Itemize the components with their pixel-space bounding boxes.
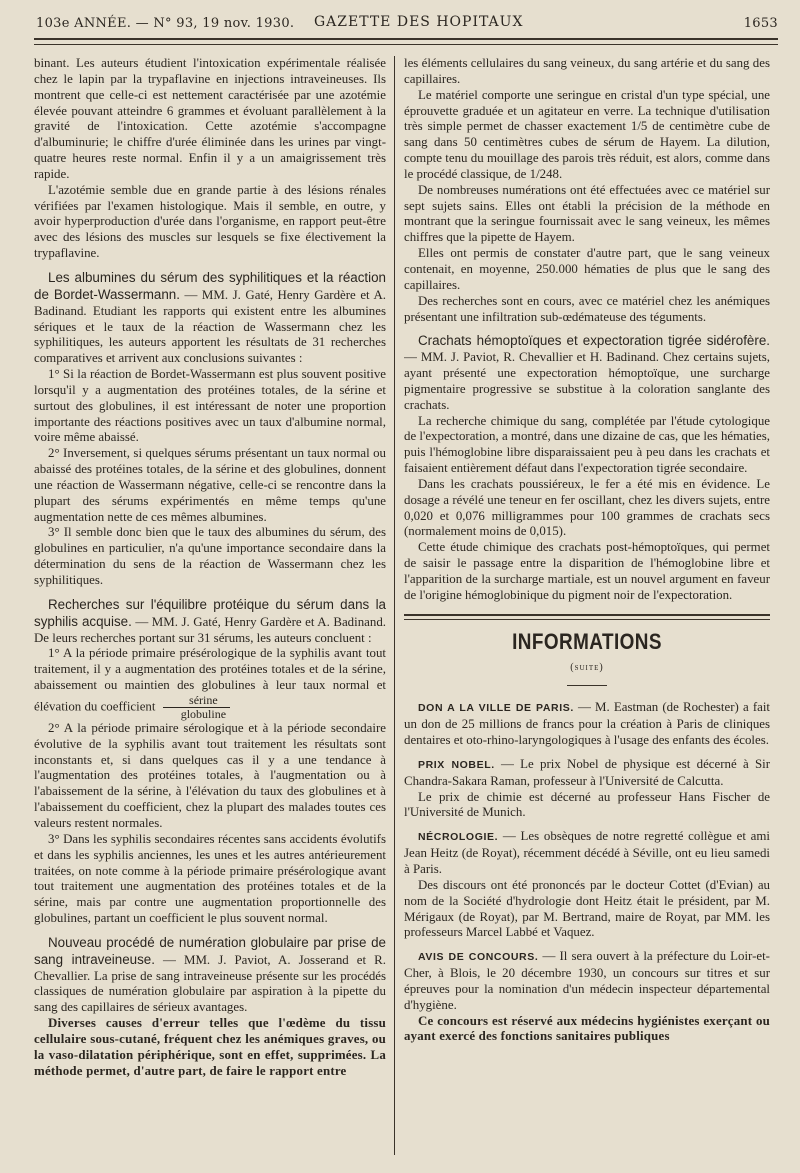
paragraph: Dans les crachats poussiéreux, le fer a été mis en évidence. Le dosage a révélé une teneur en fer oscillant, chez les divers sujets, entre 0,020 et 0,076 milligrammes pour 100 grammes de crachats secs (normalement moins de 0,015). bbox=[404, 476, 770, 539]
paragraph: binant. Les auteurs étudient l'intoxication expérimentale réalisée chez le lapin par la trypaflavine en injections intraveineuses. Ils montrent que celle-ci est nettement caractérisée par une azotémie élevée pouvant atteindre 6 grammes et évoluant parallèlement à la gravité de l'intoxication. Cette azotémie s'accompagne d'albuminurie; le chiffre d'urée éliminée dans les urines par vingt-quatre heures reste normal. Enfin il y a un amaigrissement très rapide. bbox=[34, 56, 386, 181]
article-body: La prise de sang intraveineuse présente sur les procédés classiques de numération globulaire par aspiration à la pipette du sang des capillaires de sérieux avantages. bbox=[34, 968, 386, 1015]
item-body: — Le prix Nobel de physique est décerné à Sir Chandra-Sakara Raman, professeur à l'Université de Calcutta. bbox=[404, 756, 770, 788]
column-divider bbox=[394, 56, 395, 1155]
left-column bbox=[34, 56, 386, 1155]
news-item-necrologie bbox=[404, 829, 770, 878]
item-body: — Les obsèques de notre regretté collègue et ami Jean Heitz (de Royat), récemment décédé à Séville, ont eu lieu samedi à Paris. bbox=[404, 829, 770, 876]
header-rule bbox=[34, 38, 778, 45]
journal-title: GAZETTE DES HOPITAUX bbox=[314, 14, 524, 30]
article-title: Recherches sur l'équilibre protéique du sérum dans la syphilis acquise. bbox=[34, 596, 386, 629]
right-column bbox=[404, 56, 770, 1155]
article-authors: — MM. J. Gaté, Henry Gardère et A. Badinand. bbox=[135, 614, 386, 629]
item-lead: DON A LA VILLE DE PARIS. bbox=[418, 702, 574, 715]
paragraph: L'azotémie semble due en grande partie à des lésions rénales vérifiées par l'examen histologique. Mais il semble, en outre, y avoir hyperproduction d'urée dans l'organisme, en rapport peut-être avec des lésions des muscles sur lesquels se fixe électivement la trypaflavine. bbox=[34, 182, 386, 261]
conclusion-2: 2° Inversement, si quelques sérums présentant un taux normal ou abaissé des protéines totales, de la sérine et des globulines, donnent une réaction de Wassermann négative, celle-ci se rencontre dans la plupart des sérums expérimentés en même temps qu'une augmentation nette de ces mêmes albumines. bbox=[34, 446, 386, 524]
paragraph: Diverses causes d'erreur telles que l'œdème du tissu cellulaire sous-cutané, fréquent chez les anémiques graves, ou la vaso-dilatation périphérique, sont en effet, supprimées. La méthode permet, d'autre part, de faire le rapport entre bbox=[34, 1016, 386, 1078]
fraction-numerator: sérine bbox=[163, 694, 230, 708]
conclusion-3: 3° Il semble donc bien que le taux des albumines du sérum, des globulines en particulier, n'a qu'une importance secondaire dans la détermination du sens de la réaction de Wassermann chez les syphilitiques. bbox=[34, 525, 386, 587]
paragraph: les éléments cellulaires du sang veineux, du sang artérie et du sang des capillaires. bbox=[404, 56, 770, 86]
article-authors: — MM. J. Gaté, Henry Gardère et A. Badinand. bbox=[34, 287, 386, 318]
article-body: Chez certains sujets, ayant présenté une expectoration hémoptoïque, une surcharge pigmentaire progressive se substitue à la coloration sanglante des crachats. bbox=[404, 350, 770, 412]
section-rule bbox=[404, 614, 770, 620]
article-bordet-wassermann bbox=[34, 270, 386, 367]
article-body: Etudiant les rapports qui existent entre les albumines sériques et le taux de la réaction de Wassermann chez les syphilitiques, les auteurs apportent les résultats de 31 recherches comparatives et arrivent aux conclusions suivantes : bbox=[34, 303, 386, 366]
news-item-concours bbox=[404, 949, 770, 1013]
paragraph: La recherche chimique du sang, complétée par l'étude cytologique de l'expectoration, a montré, dans une dizaine de cas, que les hématies, puis l'hémoglobine libre disparaissaient peu à peu dans les crachats et faisaient entièrement défaut dans l'expectoration tigrée secondaire. bbox=[404, 413, 770, 476]
conclusion-1: 1° Si la réaction de Bordet-Wassermann est plus souvent positive lorsqu'il y a augmentation des protéines totales, de la sérine et surtout des globulines, il est intéressant de noter une proportion importante des réactions positives avec un taux d'albumine normal, voire même abaissé. bbox=[34, 367, 386, 445]
issue-info: 103e ANNÉE. — N° 93, 19 nov. 1930. bbox=[36, 16, 295, 31]
running-head bbox=[36, 14, 778, 36]
item-lead: AVIS DE CONCOURS. bbox=[418, 951, 539, 964]
news-item-don bbox=[404, 700, 770, 749]
news-item-nobel bbox=[404, 757, 770, 790]
paragraph: Cette étude chimique des crachats post-hémoptoïques, qui permet de saisir le passage entre la disparition de l'hémoglobine libre et l'apparition de la surcharge martiale, est un nouvel argument en faveur de l'origine hémoglobinique du pigment noir de l'expectoration. bbox=[404, 540, 770, 602]
section-subheading: (suite) bbox=[570, 661, 604, 673]
article-body: De leurs recherches portant sur 31 sérums, les auteurs concluent : bbox=[34, 630, 372, 645]
paragraph: Ce concours est réservé aux médecins hygiénistes exerçant ou ayant exercé des fonctions sanitaires publiques bbox=[404, 1013, 770, 1044]
coefficient-fraction bbox=[163, 694, 230, 721]
item-body: — M. Eastman (de Rochester) a fait un don de 25 millions de francs pour la création à Paris de cliniques dentaires et oto-rhino-laryngologiques à l'usage des enfants des écoles. bbox=[404, 700, 770, 748]
item-lead: NÉCROLOGIE. bbox=[418, 831, 499, 844]
paragraph: De nombreuses numérations ont été effectuées avec ce matériel sur sept sujets sains. Elles ont établi la précision de la méthode en montrant que la seringue fournissait avec le sang veineux, les mêmes chiffres que la pipette de Hayem. bbox=[404, 182, 770, 245]
conclusion-3: 3° Dans les syphilis secondaires récentes sans accidents évolutifs et dans les syphilis anciennes, les unes et les autres antérieurement traitées, on note comme à la période primaire présérologique avant tout traitement une augmentation des protéines totales et de la sérine, mais par contre une augmentation proportionnelle des globulines, partant un coefficient le plus souvent normal. bbox=[34, 831, 386, 926]
article-authors: — MM. J. Paviot, R. Chevallier et H. Badinand. bbox=[404, 350, 659, 365]
paragraph: Le matériel comporte une seringue en cristal d'un type spécial, une éprouvette graduée et un agitateur en verre. La technique d'utilisation très simple permet de chasser exactement 1/5 de centimètre cube de sang dans 50 centimètres cubes de sérum de Hayem. La dilution, compte tenu du mouillage des parois très réduit, est alors, comme dans le procédé classique, de 1/248. bbox=[404, 87, 770, 181]
paragraph: Des recherches sont en cours, avec ce matériel chez les anémiques présentant une infiltration sub-œdémateuse des téguments. bbox=[404, 293, 770, 324]
section-heading: INFORMATIONS bbox=[512, 628, 662, 654]
article-numeration-globulaire bbox=[34, 935, 386, 1016]
article-title: Les albumines du sérum des syphilitiques et la réaction de Bordet-Wassermann. bbox=[34, 269, 386, 302]
conclusion-1 bbox=[34, 646, 386, 721]
page-number: 1653 bbox=[743, 16, 778, 31]
article-title: Nouveau procédé de numération globulaire par prise de sang intraveineuse. bbox=[34, 934, 386, 967]
article-equilibre-proteique bbox=[34, 597, 386, 647]
paragraph: Des discours ont été prononcés par le docteur Cottet (d'Evian) au nom de la Société d'hydrologie dont Heitz était le président, par M. Mérigaux (de Royat), par M. Bertrand, maire de Royat, par MM. les professeurs Marcel Labbé et Vaquez. bbox=[404, 877, 770, 940]
paragraph: Elles ont permis de constater d'autre part, que le sang veineux contenait, en moyenne, 250.000 hématies de plus que le sang des capillaires. bbox=[404, 246, 770, 292]
article-title: Crachats hémoptoïques et expectoration tigrée sidérofère. bbox=[418, 333, 770, 349]
fraction-denominator: globuline bbox=[180, 706, 227, 721]
article-authors: — MM. J. Paviot, A. Josserand et R. Chevallier. bbox=[34, 952, 386, 983]
short-rule bbox=[567, 685, 607, 686]
conclusion-2: 2° A la période primaire sérologique et à la période secondaire évolutive de la syphilis avant tout traitement les résultats sont inconstants et, si dans quelques cas il y a une tendance à l'augmentation des protéines totales, à l'augmentation ou à l'abaissement de la sérine, à l'élévation du taux des globulines et à l'abaissement du coefficient, chez la plupart des malades toutes ces valeurs restent normales. bbox=[34, 720, 386, 830]
conclusion-text: 1° A la période primaire présérologique de la syphilis avant tout traitement, il y a augmentation des protéines totales et de la sérine, abaissement ou maintien des globulines à leur taux normal et élévation du coefficient bbox=[34, 646, 386, 714]
article-crachats-hemoptoiques bbox=[404, 333, 770, 413]
paragraph: Le prix de chimie est décerné au professeur Hans Fischer de l'Université de Munich. bbox=[404, 789, 770, 820]
item-body: — Il sera ouvert à la préfecture du Loir-et-Cher, à Blois, le 20 décembre 1930, un concours sur titres et sur épreuves pour la nomination d'un médecin inspecteur départemental d'hygiène. bbox=[404, 949, 770, 1012]
item-lead: PRIX NOBEL. bbox=[418, 758, 495, 771]
